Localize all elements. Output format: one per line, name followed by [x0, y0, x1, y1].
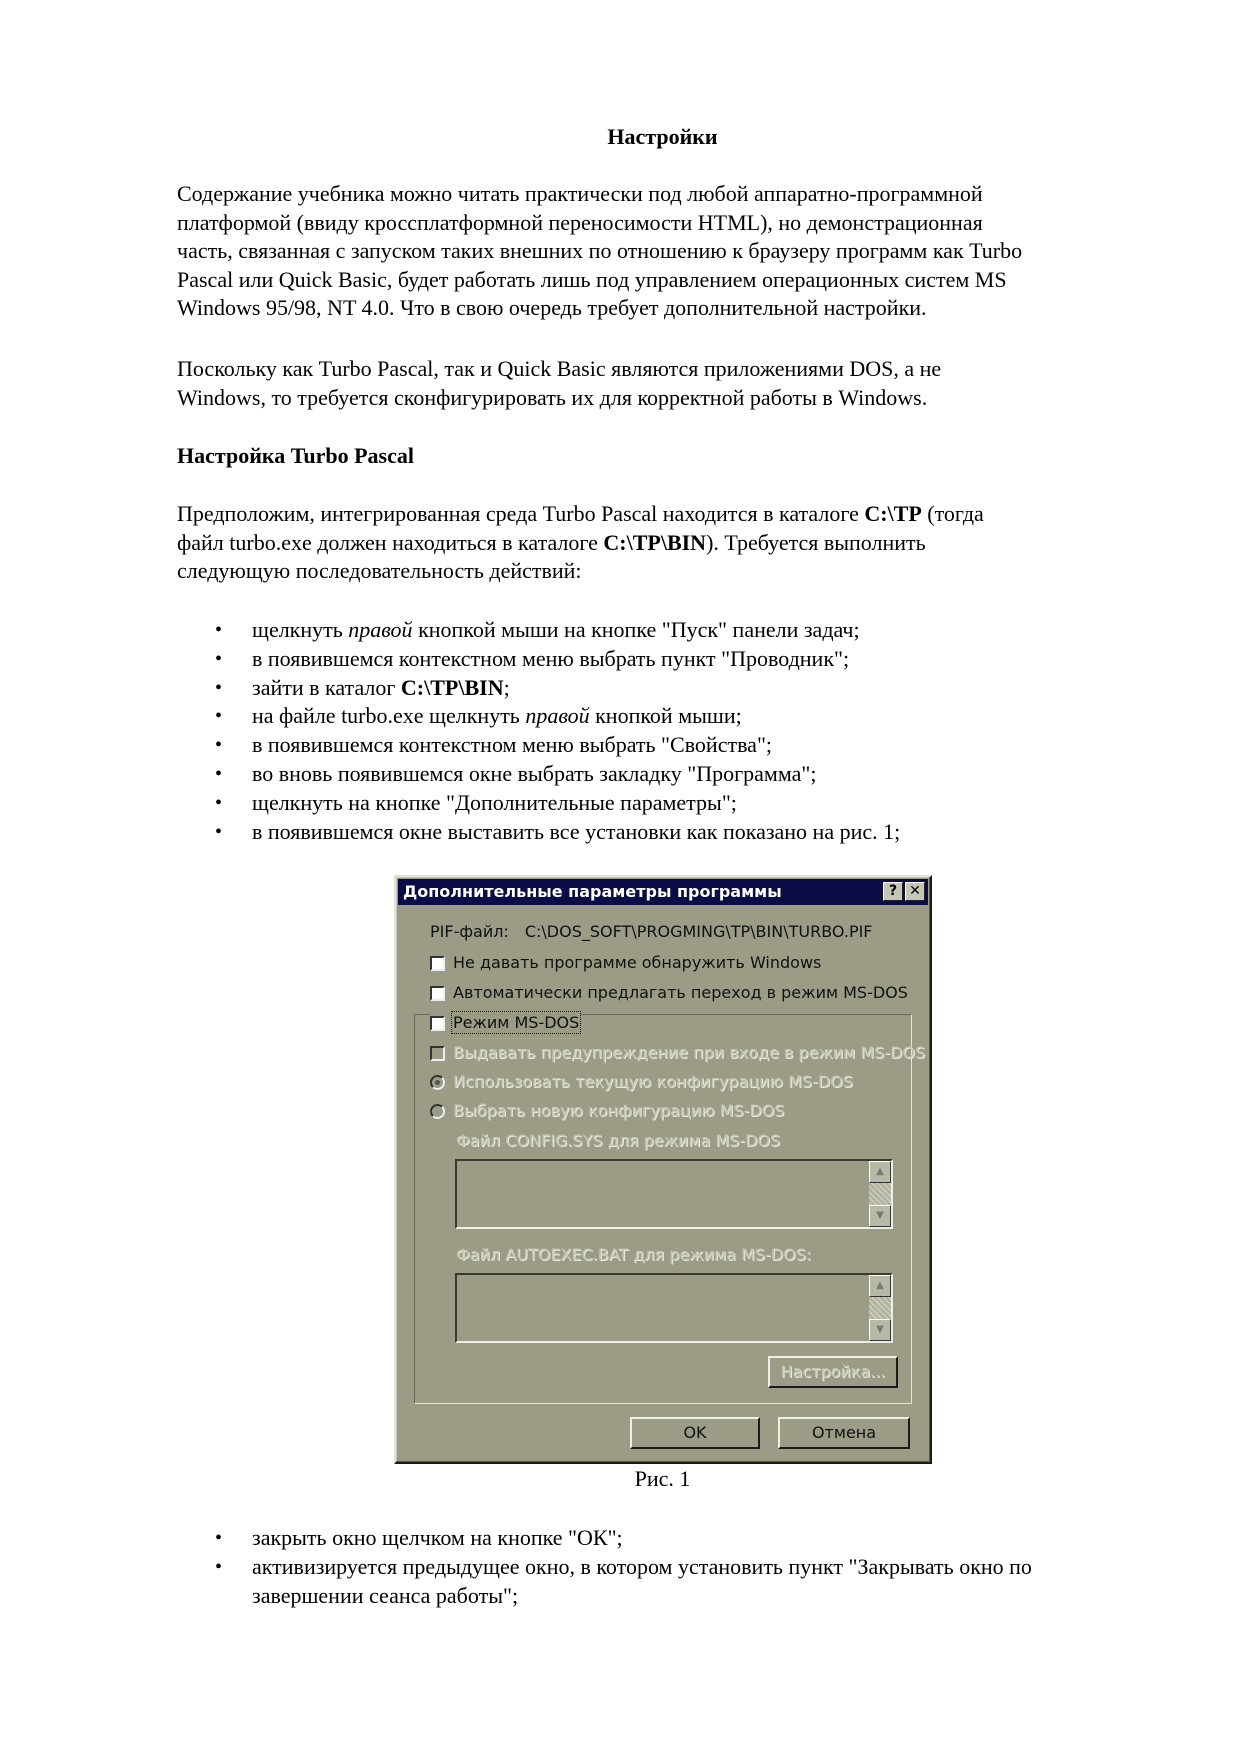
auto-msdos-option[interactable]	[430, 983, 908, 1005]
text-run: файл turbo.exe должен находиться в каталоге	[177, 529, 604, 555]
text-run: завершении сеанса работы";	[252, 1582, 519, 1608]
list-item	[177, 731, 1157, 760]
pif-path: C:\DOS_SOFT\PROGMING\TP\BIN\TURBO.PIF	[524, 922, 873, 941]
dos-line: Windows, то требуется сконфигурировать их для корректной работы в Windows.	[177, 384, 928, 410]
list-item	[177, 645, 1157, 674]
text-run: ). Требуется выполнить	[706, 529, 926, 555]
advanced-settings-dialog	[394, 875, 932, 1464]
intro-line: Pascal или Quick Basic, будет работать лишь под управлением операционных систем MS	[177, 266, 1007, 292]
warn-label: Выдавать предупреждение при входе в режим MS-DOS	[453, 1043, 926, 1062]
list-item	[177, 1553, 1157, 1611]
ok-button[interactable]: OK	[630, 1417, 760, 1449]
dialog-titlebar	[398, 879, 928, 905]
autoexec-textarea	[455, 1273, 893, 1343]
pif-row	[430, 922, 873, 941]
scrollbar	[869, 1161, 891, 1227]
intro-paragraph	[177, 180, 1157, 323]
text-run: активизируется предыдущее окно, в котором установить пункт "Закрывать окно по	[252, 1553, 1032, 1579]
emphasis: правой	[525, 703, 590, 729]
text-run: во вновь появившемся окне выбрать закладку "Программа";	[252, 760, 817, 786]
section-heading: Настройка Turbo Pascal	[177, 443, 414, 468]
list-item	[177, 818, 1157, 847]
list-item	[177, 702, 1157, 731]
hide-windows-checkbox[interactable]	[430, 956, 445, 971]
cancel-button[interactable]: Отмена	[778, 1417, 910, 1449]
config-sys-label: Файл CONFIG.SYS для режима MS-DOS	[456, 1131, 781, 1150]
steps-list-continued	[177, 1524, 1157, 1610]
text-run: Предположим, интегрированная среда Turbo Pascal находится в каталоге	[177, 501, 865, 526]
scrollbar	[869, 1275, 891, 1341]
emphasis: правой	[348, 617, 413, 642]
current-config-radio	[430, 1075, 445, 1090]
warn-checkbox	[430, 1046, 445, 1061]
new-config-option	[430, 1101, 784, 1123]
config-sys-textarea	[455, 1159, 893, 1229]
steps-list	[177, 616, 1157, 846]
text-run: щелкнуть на кнопке "Дополнительные параметры";	[252, 789, 737, 815]
new-config-label: Выбрать новую конфигурацию MS-DOS	[453, 1101, 785, 1120]
intro-line: платформой (ввиду кроссплатформной переносимости HTML), но демонстрационная	[177, 209, 983, 235]
text-run: на файле turbo.exe щелкнуть	[252, 703, 526, 729]
msdos-mode-option[interactable]	[430, 1013, 581, 1035]
text-run: в появившемся контекстном меню выбрать пункт "Проводник";	[252, 645, 850, 671]
settings-button: Настройка...	[768, 1356, 898, 1388]
auto-msdos-checkbox[interactable]	[430, 986, 445, 1001]
text-run: щелкнуть	[252, 617, 349, 642]
scroll-up-icon: ▲	[869, 1275, 891, 1297]
intro-line: Windows 95/98, NT 4.0. Что в свою очередь требует дополнительной настройки.	[177, 295, 927, 320]
new-config-radio	[430, 1104, 445, 1119]
list-item	[177, 674, 1157, 703]
path-tp: C:\TP	[864, 501, 922, 526]
auto-msdos-label: Автоматически предлагать переход в режим MS-DOS	[453, 983, 908, 1002]
assumption-paragraph	[177, 500, 1157, 586]
scroll-down-icon: ▼	[869, 1205, 891, 1227]
text-run: следующую последовательность действий:	[177, 558, 582, 583]
text-run: в появившемся контекстном меню выбрать "Свойства";	[252, 732, 773, 758]
figure-caption: Рис. 1	[634, 1466, 691, 1491]
scroll-up-icon: ▲	[869, 1161, 891, 1183]
text-run: в появившемся окне выставить все установки как показано на рис. 1;	[252, 818, 901, 844]
list-item	[177, 1524, 1157, 1553]
msdos-mode-label: Режим MS-DOS	[453, 1013, 580, 1032]
help-icon[interactable]: ?	[883, 882, 903, 901]
list-item	[177, 760, 1157, 789]
path-tp-bin: C:\TP\BIN	[400, 674, 504, 700]
autoexec-label: Файл AUTOEXEC.BAT для режима MS-DOS:	[456, 1245, 812, 1264]
text-run: кнопкой мыши на кнопке "Пуск" панели задач;	[412, 617, 860, 642]
intro-line: часть, связанная с запуском таких внешних по отношению к браузеру программ как Turbo	[177, 238, 1023, 263]
dialog-title: Дополнительные параметры программы	[403, 882, 782, 901]
close-icon[interactable]: ✕	[905, 882, 925, 901]
text-run: (тогда	[921, 501, 984, 526]
page-title: Настройки	[607, 124, 718, 149]
current-config-option	[430, 1072, 853, 1094]
text-run: закрыть окно щелчком на кнопке "ОК";	[252, 1525, 623, 1550]
pif-label: PIF-файл:	[430, 922, 509, 941]
dos-line: Поскольку как Turbo Pascal, так и Quick Basic являются приложениями DOS, а не	[177, 356, 942, 381]
text-run: зайти в каталог	[252, 674, 401, 700]
msdos-mode-checkbox[interactable]	[430, 1016, 445, 1031]
warn-option	[430, 1043, 925, 1065]
list-item	[177, 789, 1157, 818]
text-run: ;	[503, 674, 510, 700]
list-item	[177, 616, 1157, 645]
current-config-label: Использовать текущую конфигурацию MS-DOS	[453, 1072, 853, 1091]
scroll-down-icon: ▼	[869, 1319, 891, 1341]
hide-windows-label: Не давать программе обнаружить Windows	[453, 953, 822, 972]
path-tp-bin: C:\TP\BIN	[603, 529, 707, 555]
hide-windows-option[interactable]	[430, 953, 821, 975]
text-run: кнопкой мыши;	[589, 703, 742, 729]
dos-paragraph	[177, 355, 1157, 412]
intro-line: Содержание учебника можно читать практически под любой аппаратно-программной	[177, 181, 983, 206]
